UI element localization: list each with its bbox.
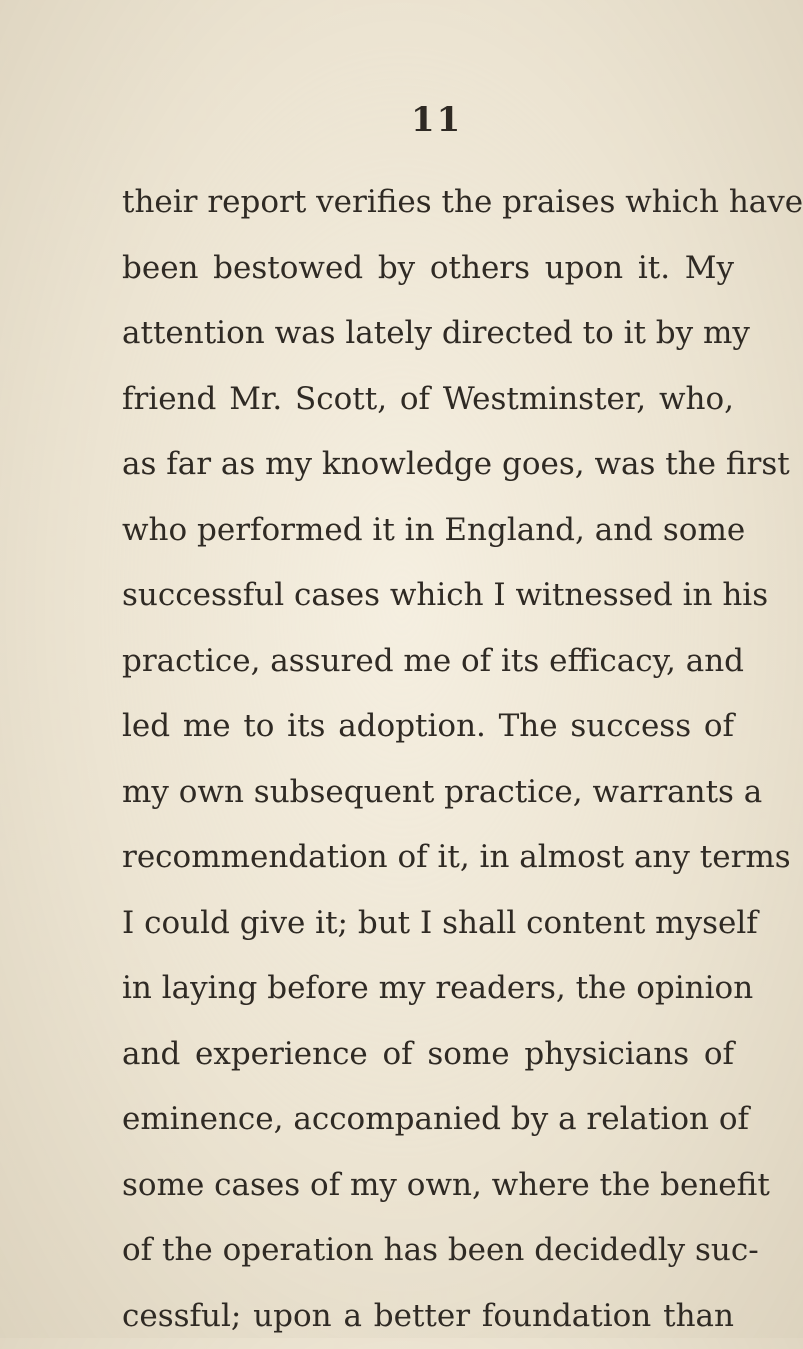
text-line: led me to its adoption. The success of bbox=[122, 694, 734, 760]
text-line: as far as my knowledge goes, was the first bbox=[122, 432, 734, 498]
text-line: of the operation has been decidedly suc- bbox=[122, 1218, 734, 1284]
text-line: attention was lately directed to it by my bbox=[122, 301, 734, 367]
text-line: friend Mr. Scott, of Westminster, who, bbox=[122, 367, 734, 433]
body-text bbox=[122, 170, 734, 1349]
text-line: in laying before my readers, the opinion bbox=[122, 956, 734, 1022]
text-line: and experience of some physicians of bbox=[122, 1022, 734, 1088]
text-line: I could give it; but I shall content myself bbox=[122, 891, 734, 957]
text-line: cessful; upon a better foundation than bbox=[122, 1284, 734, 1349]
page-number: 11 bbox=[411, 100, 462, 140]
text-line: recommendation of it, in almost any terms bbox=[122, 825, 734, 891]
text-line: practice, assured me of its efficacy, and bbox=[122, 629, 734, 695]
text-line: successful cases which I witnessed in his bbox=[122, 563, 734, 629]
text-line: who performed it in England, and some bbox=[122, 498, 734, 564]
text-line: some cases of my own, where the benefit bbox=[122, 1153, 734, 1219]
text-line: my own subsequent practice, warrants a bbox=[122, 760, 734, 826]
text-line: eminence, accompanied by a relation of bbox=[122, 1087, 734, 1153]
text-line: their report verifies the praises which have bbox=[122, 170, 734, 236]
text-line: been bestowed by others upon it. My bbox=[122, 236, 734, 302]
